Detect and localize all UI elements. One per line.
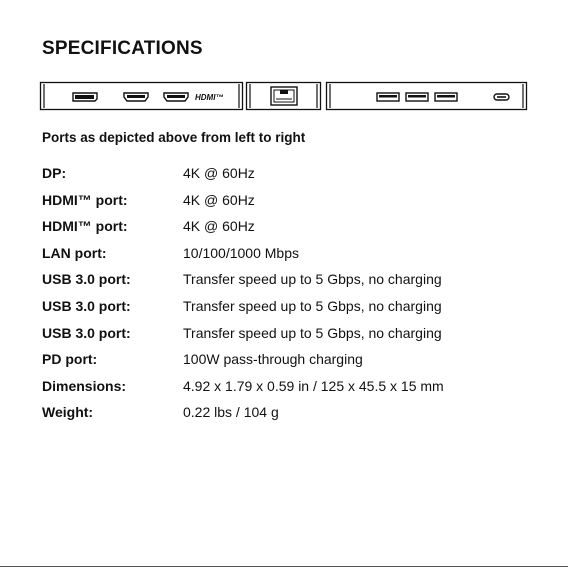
hub-port-diagram xyxy=(0,78,568,114)
displayport-icon xyxy=(73,93,97,101)
spec-label: LAN port: xyxy=(42,244,107,261)
spec-value: Transfer speed up to 5 Gbps, no charging xyxy=(183,271,442,288)
usb-a-port-icon xyxy=(435,93,457,101)
page-title: SPECIFICATIONS xyxy=(42,38,203,59)
hdmi-port-icon xyxy=(164,93,188,101)
spec-row xyxy=(42,270,532,297)
spec-value: 4K @ 60Hz xyxy=(183,191,255,208)
spec-label: USB 3.0 port: xyxy=(42,297,131,314)
housing-right xyxy=(327,83,527,110)
spec-value: 10/100/1000 Mbps xyxy=(183,244,299,261)
spec-row xyxy=(42,350,532,377)
spec-value: 4.92 x 1.79 x 0.59 in / 125 x 45.5 x 15 mm xyxy=(183,377,444,394)
spec-label: USB 3.0 port: xyxy=(42,271,131,288)
spec-value: 4K @ 60Hz xyxy=(183,218,255,235)
usb-a-port-icon xyxy=(377,93,399,101)
spec-label: Dimensions: xyxy=(42,377,127,394)
lan-port-icon xyxy=(271,87,297,105)
spec-list xyxy=(42,164,532,430)
spec-value: 4K @ 60Hz xyxy=(183,165,255,181)
spec-value: Transfer speed up to 5 Gbps, no charging xyxy=(183,297,442,314)
spec-value: Transfer speed up to 5 Gbps, no charging xyxy=(183,324,442,341)
spec-row xyxy=(42,191,532,218)
usb-c-port-icon xyxy=(494,94,509,100)
spec-value: 0.22 lbs / 104 g xyxy=(183,404,279,421)
spec-row xyxy=(42,297,532,324)
spec-label: HDMI™ port: xyxy=(42,191,128,208)
spec-label: PD port: xyxy=(42,351,98,368)
bottom-divider xyxy=(0,566,568,567)
spec-label: Weight: xyxy=(42,404,94,421)
spec-row xyxy=(42,377,532,404)
spec-row xyxy=(42,164,532,191)
usb-a-port-icon xyxy=(406,93,428,101)
spec-row xyxy=(42,217,532,244)
spec-value: 100W pass-through charging xyxy=(183,351,363,368)
hdmi-logo: HDMI™ xyxy=(195,93,224,102)
spec-label: HDMI™ port: xyxy=(42,218,128,235)
ports-order-note: Ports as depicted above from left to right xyxy=(42,130,306,145)
spec-label: USB 3.0 port: xyxy=(42,324,131,341)
spec-row xyxy=(42,244,532,271)
spec-row xyxy=(42,324,532,351)
spec-row xyxy=(42,403,532,430)
hdmi-port-icon xyxy=(124,93,148,101)
spec-label: DP: xyxy=(42,165,67,181)
